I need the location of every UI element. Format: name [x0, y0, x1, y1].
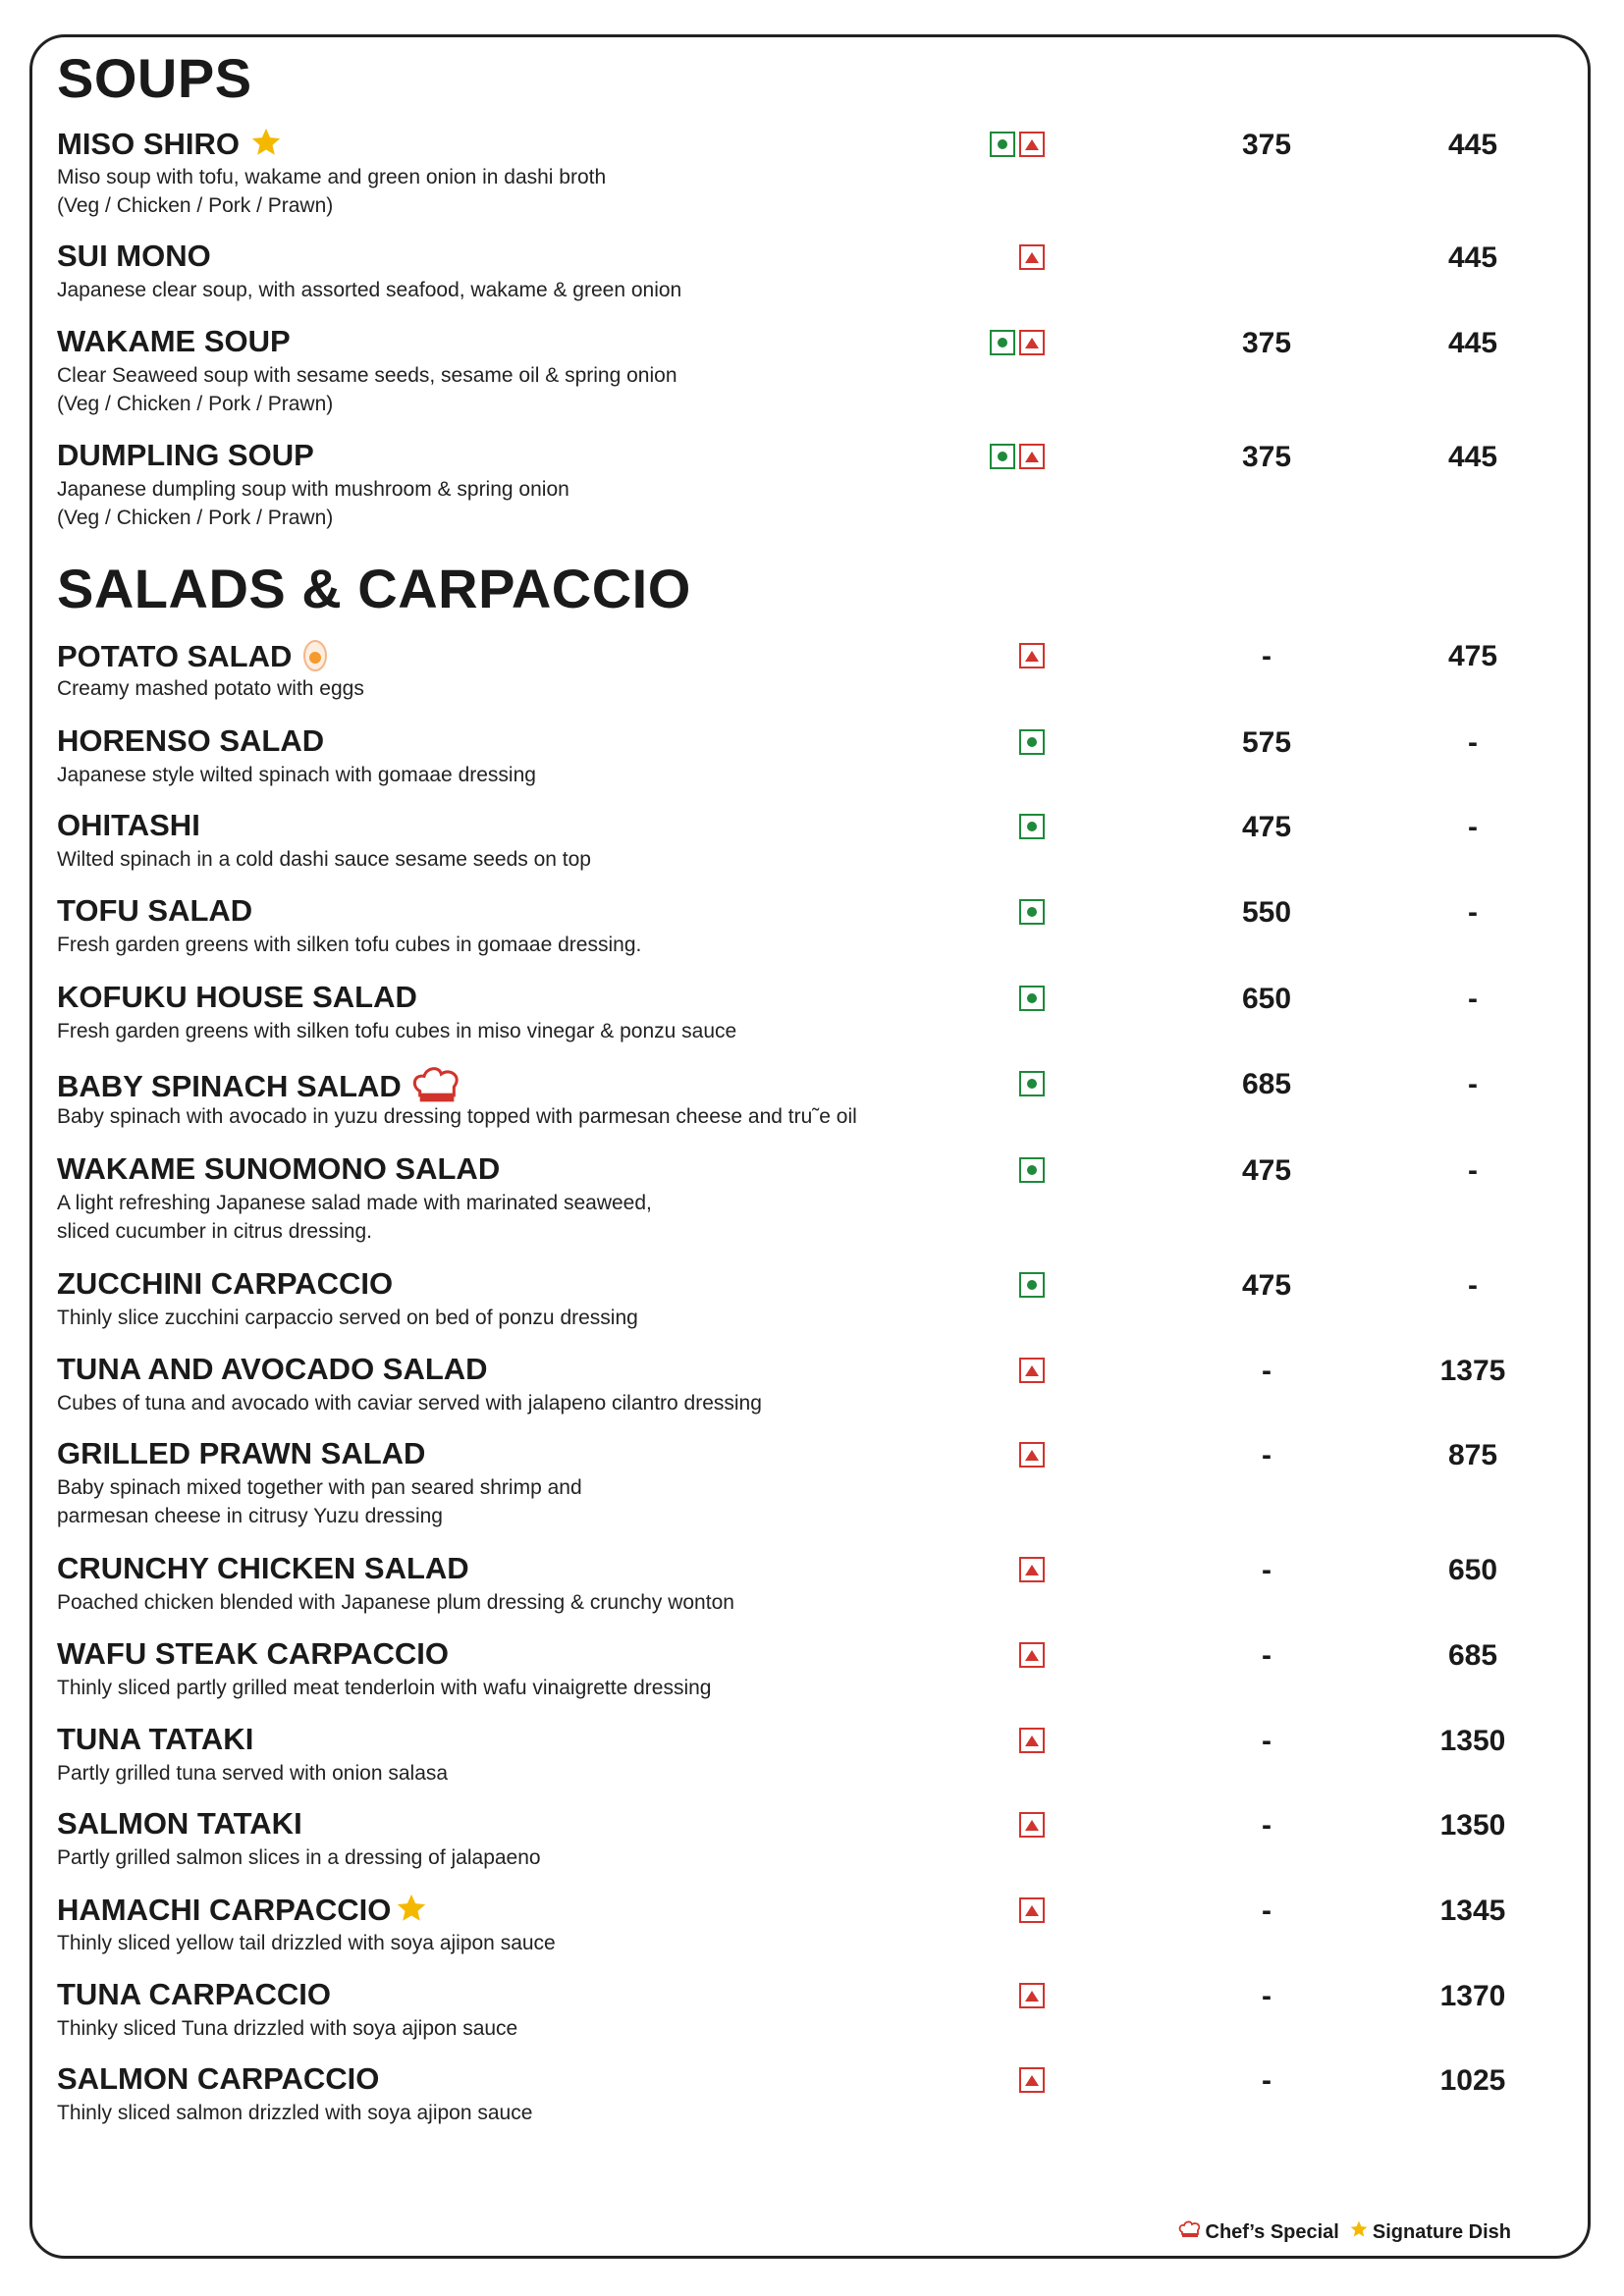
item-name-text: POTATO SALAD: [57, 639, 293, 674]
diet-marks: [1019, 1442, 1045, 1468]
item-description: Baby spinach mixed together with pan seared shrimp and parmesan cheese in citrusy Yuzu dressing: [57, 1476, 582, 1527]
veg-mark-icon: [1019, 1272, 1045, 1298]
item-description: Partly grilled salmon slices in a dressing of jalapaeno: [57, 1846, 541, 1869]
menu-item: [0, 239, 1624, 317]
item-name: [57, 893, 252, 929]
diet-marks: [1019, 1358, 1045, 1383]
price-nonveg: -: [1468, 1154, 1478, 1187]
item-name: [57, 1266, 393, 1302]
price-nonveg: -: [1468, 726, 1478, 759]
item-description: Fresh garden greens with silken tofu cubes in gomaae dressing.: [57, 934, 642, 956]
price-veg: -: [1262, 1639, 1272, 1672]
price-nonveg: 1345: [1439, 1895, 1506, 1927]
menu-item: [0, 893, 1624, 972]
star-icon: [395, 1892, 428, 1933]
legend-signature-dish: Signature Dish: [1372, 2220, 1511, 2243]
item-name: [57, 438, 314, 473]
price-veg: 375: [1241, 327, 1292, 359]
chef-hat-icon: [1178, 2220, 1202, 2244]
menu-item: [0, 1151, 1624, 1243]
price-nonveg: 1350: [1439, 1725, 1506, 1757]
section-title-soups: SOUPS: [57, 47, 252, 109]
nonveg-mark-icon: [1019, 1557, 1045, 1582]
item-name-text: WAFU STEAK CARPACCIO: [57, 1636, 449, 1671]
item-name: [57, 1352, 488, 1387]
item-description: Wilted spinach in a cold dashi sauce sesame seeds on top: [57, 848, 591, 871]
diet-marks: [1019, 899, 1045, 925]
menu-item: [0, 324, 1624, 415]
price-nonveg: 875: [1447, 1439, 1498, 1471]
veg-mark-icon: [990, 330, 1015, 355]
veg-mark-icon: [1019, 814, 1045, 839]
item-description: Japanese style wilted spinach with gomaae dressing: [57, 764, 536, 786]
item-name: [57, 1636, 449, 1672]
item-description: Japanese dumpling soup with mushroom & spring onion (Veg / Chicken / Pork / Prawn): [57, 478, 569, 529]
nonveg-mark-icon: [1019, 330, 1045, 355]
price-veg: 550: [1241, 896, 1292, 929]
item-description: Thinly slice zucchini carpaccio served on bed of ponzu dressing: [57, 1307, 638, 1329]
price-nonveg: 685: [1447, 1639, 1498, 1672]
legend: [1178, 2219, 1511, 2245]
item-description: Cubes of tuna and avocado with caviar served with jalapeno cilantro dressing: [57, 1392, 762, 1415]
item-name-text: GRILLED PRAWN SALAD: [57, 1436, 426, 1470]
item-name-text: OHITASHI: [57, 808, 200, 842]
price-veg: -: [1262, 1980, 1272, 2012]
veg-mark-icon: [990, 444, 1015, 469]
price-veg: -: [1262, 1725, 1272, 1757]
nonveg-mark-icon: [1019, 1442, 1045, 1468]
price-nonveg: 445: [1447, 241, 1498, 274]
diet-marks: [1019, 986, 1045, 1011]
diet-marks: [1019, 1157, 1045, 1183]
price-veg: -: [1262, 1554, 1272, 1586]
diet-marks: [1019, 1557, 1045, 1582]
diet-marks: [1019, 1642, 1045, 1668]
nonveg-mark-icon: [1019, 1897, 1045, 1923]
item-name-text: HORENSO SALAD: [57, 723, 325, 758]
nonveg-mark-icon: [1019, 444, 1045, 469]
price-nonveg: 445: [1447, 327, 1498, 359]
item-description: Fresh garden greens with silken tofu cubes in miso vinegar & ponzu sauce: [57, 1020, 737, 1042]
price-veg: 375: [1241, 441, 1292, 473]
star-icon: [249, 126, 283, 167]
item-name: [57, 126, 283, 167]
menu-item: [0, 1892, 1624, 1970]
price-veg: 475: [1241, 811, 1292, 843]
diet-marks: [1019, 643, 1045, 668]
diet-marks: [1019, 1071, 1045, 1096]
price-veg: 650: [1241, 983, 1292, 1015]
menu-item: [0, 1722, 1624, 1800]
item-name-text: SUI MONO: [57, 239, 211, 273]
price-veg: -: [1262, 1809, 1272, 1842]
price-nonveg: 445: [1447, 129, 1498, 161]
menu-item: [0, 1806, 1624, 1885]
item-description: Thinky sliced Tuna drizzled with soya ajipon sauce: [57, 2017, 518, 2040]
item-description: Thinly sliced yellow tail drizzled with soya ajipon sauce: [57, 1932, 556, 1954]
item-name: [57, 1892, 428, 1933]
menu-item: [0, 1065, 1624, 1144]
veg-mark-icon: [1019, 986, 1045, 1011]
diet-marks: [1019, 729, 1045, 755]
menu-item: [0, 1551, 1624, 1629]
item-description: A light refreshing Japanese salad made with marinated seaweed, sliced cucumber in citrus dressing.: [57, 1192, 652, 1243]
price-nonveg: 475: [1447, 640, 1498, 672]
price-nonveg: 650: [1447, 1554, 1498, 1586]
nonveg-mark-icon: [1019, 1728, 1045, 1753]
menu-item: [0, 980, 1624, 1058]
legend-chef-special: Chef’s Special: [1205, 2220, 1339, 2243]
price-veg: -: [1262, 2064, 1272, 2097]
veg-mark-icon: [1019, 1071, 1045, 1096]
price-nonveg: 1025: [1439, 2064, 1506, 2097]
item-name: [57, 324, 291, 359]
price-veg: 575: [1241, 726, 1292, 759]
item-name-text: TUNA CARPACCIO: [57, 1977, 331, 2011]
nonveg-mark-icon: [1019, 132, 1045, 157]
veg-mark-icon: [1019, 899, 1045, 925]
item-name: [57, 1551, 469, 1586]
star-icon: [1349, 2219, 1369, 2245]
diet-marks: [990, 132, 1045, 157]
item-description: Clear Seaweed soup with sesame seeds, sesame oil & spring onion (Veg / Chicken / Pork / Prawn): [57, 364, 677, 415]
item-name-text: TUNA AND AVOCADO SALAD: [57, 1352, 488, 1386]
nonveg-mark-icon: [1019, 244, 1045, 270]
item-name: [57, 1151, 500, 1187]
price-nonveg: -: [1468, 896, 1478, 929]
diet-marks: [1019, 244, 1045, 270]
item-name-text: MISO SHIRO: [57, 127, 241, 162]
menu-item: [0, 126, 1624, 217]
price-nonveg: 1350: [1439, 1809, 1506, 1842]
price-veg: 375: [1241, 129, 1292, 161]
price-nonveg: -: [1468, 983, 1478, 1015]
price-nonveg: -: [1468, 1269, 1478, 1302]
item-name-text: HAMACHI CARPACCIO: [57, 1893, 392, 1928]
item-description: Thinly sliced salmon drizzled with soya ajipon sauce: [57, 2102, 533, 2124]
nonveg-mark-icon: [1019, 1983, 1045, 2008]
item-name: [57, 2061, 379, 2097]
veg-mark-icon: [990, 132, 1015, 157]
nonveg-mark-icon: [1019, 1642, 1045, 1668]
item-name: [57, 1806, 302, 1842]
item-name-text: CRUNCHY CHICKEN SALAD: [57, 1551, 469, 1585]
price-veg: -: [1262, 1439, 1272, 1471]
diet-marks: [1019, 2067, 1045, 2093]
price-nonveg: 1370: [1439, 1980, 1506, 2012]
section-title-salads: SALADS & CARPACCIO: [57, 558, 691, 619]
menu-item: [0, 808, 1624, 886]
item-name-text: KOFUKU HOUSE SALAD: [57, 980, 417, 1014]
nonveg-mark-icon: [1019, 643, 1045, 668]
diet-marks: [1019, 1812, 1045, 1838]
item-description: Partly grilled tuna served with onion salasa: [57, 1762, 449, 1785]
diet-marks: [1019, 1272, 1045, 1298]
diet-marks: [1019, 814, 1045, 839]
item-name: [57, 239, 211, 274]
item-name-text: TOFU SALAD: [57, 893, 253, 928]
item-description: Japanese clear soup, with assorted seafood, wakame & green onion: [57, 279, 682, 301]
veg-mark-icon: [1019, 729, 1045, 755]
menu-item: [0, 637, 1624, 716]
nonveg-mark-icon: [1019, 1358, 1045, 1383]
item-name-text: WAKAME SOUP: [57, 324, 291, 358]
price-veg: -: [1262, 640, 1272, 672]
menu-item: [0, 1266, 1624, 1345]
item-name-text: DUMPLING SOUP: [57, 438, 314, 472]
price-nonveg: -: [1468, 811, 1478, 843]
menu-item: [0, 1977, 1624, 2056]
item-description: Poached chicken blended with Japanese plum dressing & crunchy wonton: [57, 1591, 734, 1614]
item-name: [57, 808, 200, 843]
price-veg: 685: [1241, 1068, 1292, 1100]
item-description: Baby spinach with avocado in yuzu dressing topped with parmesan cheese and tru˜e oil: [57, 1105, 857, 1128]
menu-item: [0, 1436, 1624, 1527]
menu-item: [0, 1352, 1624, 1430]
menu-item: [0, 1636, 1624, 1715]
diet-marks: [1019, 1728, 1045, 1753]
item-description: Thinly sliced partly grilled meat tenderloin with wafu vinaigrette dressing: [57, 1677, 712, 1699]
item-name: [57, 980, 417, 1015]
nonveg-mark-icon: [1019, 2067, 1045, 2093]
nonveg-mark-icon: [1019, 1812, 1045, 1838]
item-name-text: SALMON TATAKI: [57, 1806, 302, 1841]
menu-item: [0, 2061, 1624, 2140]
item-name-text: WAKAME SUNOMONO SALAD: [57, 1151, 501, 1186]
item-name-text: TUNA TATAKI: [57, 1722, 254, 1756]
item-name: [57, 723, 324, 759]
price-veg: -: [1262, 1895, 1272, 1927]
price-veg: 475: [1241, 1269, 1292, 1302]
item-name: [57, 1436, 425, 1471]
item-name-text: ZUCCHINI CARPACCIO: [57, 1266, 394, 1301]
item-name-text: BABY SPINACH SALAD: [57, 1069, 402, 1104]
item-name-text: SALMON CARPACCIO: [57, 2061, 380, 2096]
diet-marks: [990, 330, 1045, 355]
diet-marks: [1019, 1983, 1045, 2008]
menu-item: [0, 438, 1624, 529]
item-description: Miso soup with tofu, wakame and green onion in dashi broth (Veg / Chicken / Pork / Prawn): [57, 166, 607, 217]
diet-marks: [990, 444, 1045, 469]
price-nonveg: 445: [1447, 441, 1498, 473]
price-nonveg: 1375: [1439, 1355, 1506, 1387]
price-veg: 475: [1241, 1154, 1292, 1187]
price-veg: -: [1262, 1355, 1272, 1387]
diet-marks: [1019, 1897, 1045, 1923]
veg-mark-icon: [1019, 1157, 1045, 1183]
menu-item: [0, 723, 1624, 802]
item-name: [57, 1722, 253, 1757]
price-nonveg: -: [1468, 1068, 1478, 1100]
item-description: Creamy mashed potato with eggs: [57, 677, 364, 700]
item-name: [57, 1977, 331, 2012]
